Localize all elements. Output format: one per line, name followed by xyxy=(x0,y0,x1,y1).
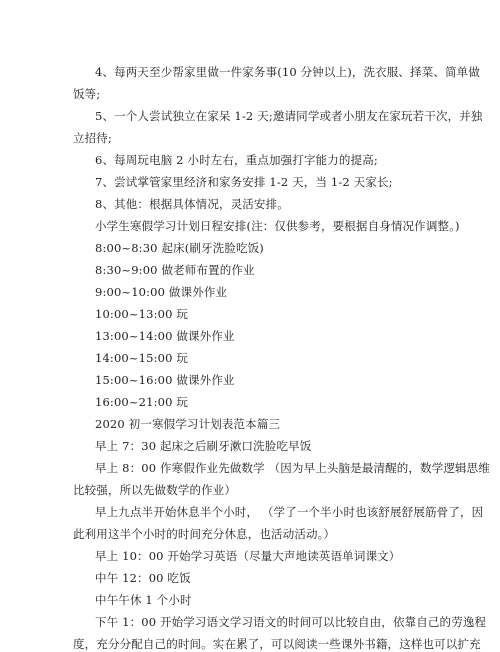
schedule-item: 9:00~10:00 做课外作业 xyxy=(95,285,228,299)
text-line: 早上九点半开始休息半个小时， （学了一个半小时也该舒展舒展筋骨了，因 xyxy=(95,505,484,519)
text-line: 立招待; xyxy=(73,131,112,145)
section-heading: 小学生寒假学习计划日程安排(注：仅供参考，要根据自身情况作调整。) xyxy=(95,219,460,233)
text-line: 下午 1：00 开始学习语文学习语文的时间可以比较自由，依靠自己的劳逸程 xyxy=(95,615,487,629)
text-line: 比较强，所以先做数学的作业） xyxy=(73,483,237,497)
schedule-item: 14:00~15:00 玩 xyxy=(95,351,189,365)
text-line: 4、每两天至少帮家里做一件家务事(10 分钟以上)，洗衣服、择菜、简单做 xyxy=(95,65,480,79)
text-line: 5、一个人尝试独立在家呆 1-2 天;邀请同学或者小朋友在家玩若干次，并独 xyxy=(95,109,483,123)
text-line: 8、其他：根据具体情况，灵活安排。 xyxy=(95,197,289,211)
schedule-item: 10:00~13:00 玩 xyxy=(95,307,189,321)
text-line: 此利用这半个小时的时间充分休息，也活动活动。） xyxy=(73,527,336,541)
schedule-item: 13:00~14:00 做课外作业 xyxy=(95,329,235,343)
text-line: 7、尝试掌管家里经济和家务安排 1-2 天，当 1-2 天家长; xyxy=(95,175,393,189)
text-line: 度，充分分配自己的时间。实在累了，可以阅读一些课外书籍，这样也可以扩充 xyxy=(73,637,481,651)
schedule-item: 15:00~16:00 做课外作业 xyxy=(95,373,235,387)
text-line: 饭等; xyxy=(73,87,101,101)
text-line: 中午 12：00 吃饭 xyxy=(95,571,191,585)
schedule-item: 16:00~21:00 玩 xyxy=(95,395,189,409)
text-line: 早上 8：00 作寒假作业先做数学 （因为早上头脑是最清醒的，数学逻辑思维 xyxy=(95,461,490,475)
text-line: 早上 7：30 起床之后刷牙漱口洗脸吃早饭 xyxy=(95,439,312,453)
section-heading: 2020 初一寒假学习计划表范本篇三 xyxy=(95,417,281,431)
text-line: 中午午休 1 个小时 xyxy=(95,593,192,607)
schedule-item: 8:30~9:00 做老师布置的作业 xyxy=(95,263,255,277)
text-line: 早上 10：00 开始学习英语（尽量大声地读英语单词课文） xyxy=(95,549,401,563)
schedule-item: 8:00~8:30 起床(刷牙洗脸吃饭) xyxy=(95,241,264,255)
text-line: 6、每周玩电脑 2 小时左右，重点加强打字能力的提高; xyxy=(95,153,378,167)
